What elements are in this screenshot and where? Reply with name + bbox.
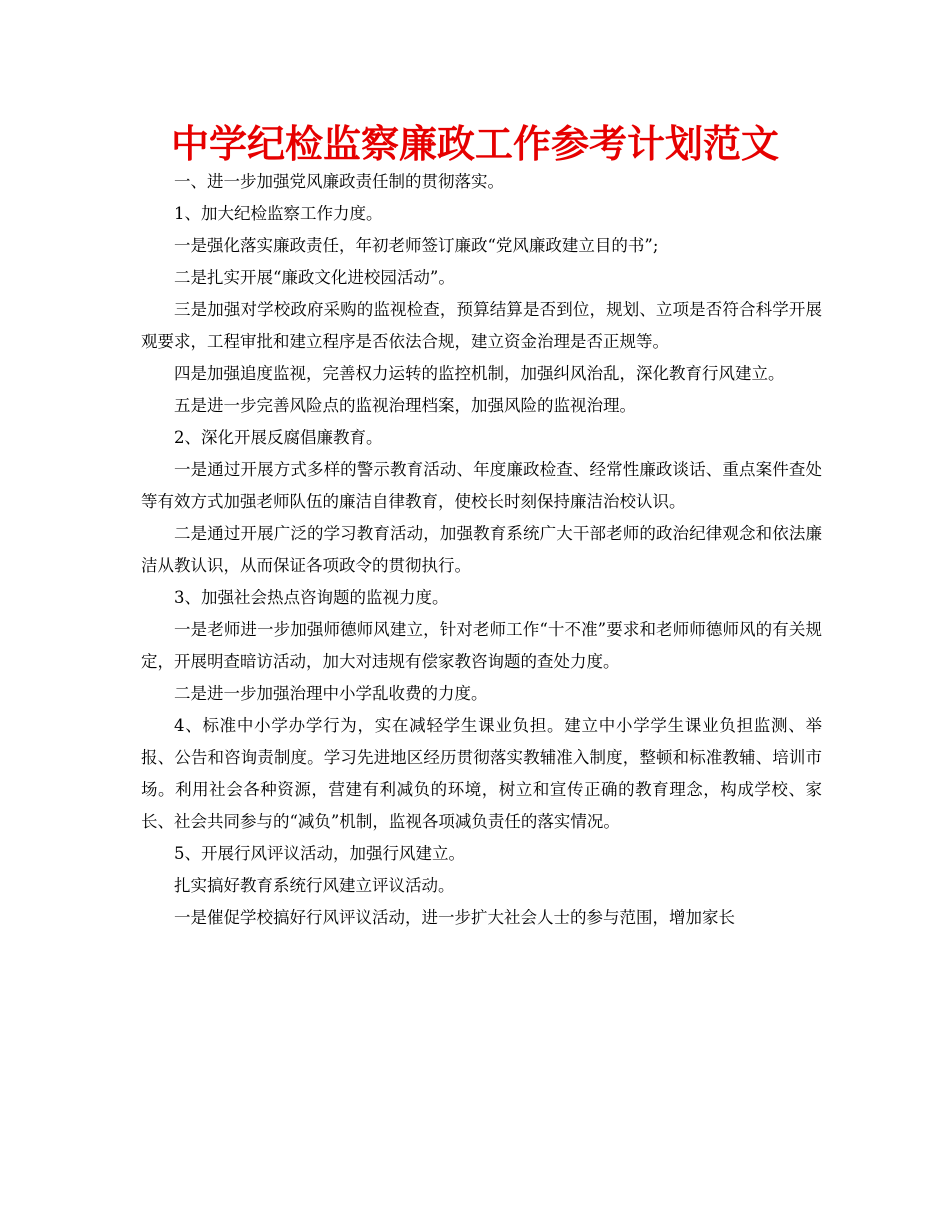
paragraph: 三是加强对学校政府采购的监视检查，预算结算是否到位，规划、立项是否符合科学开展观要求，工程审批和建立程序是否依法合规，建立资金治理是否正规等。: [141, 300, 822, 351]
paragraph: 2、深化开展反腐倡廉教育。: [174, 428, 383, 447]
paragraph: 一是强化落实廉政责任，年初老师签订廉政“党风廉政建立目的书”;: [174, 236, 659, 255]
paragraph: 4、标准中小学办学行为，实在减轻学生课业负担。建立中小学学生课业负担监测、举报、公告和咨询责制度。学习先进地区经历贯彻落实教辅准入制度，整顿和标准教辅、培训市场。利用社会各种资源，营建有利减负的环境，树立和宣传正确的教育理念，构成学校、家长、社会共同参与的“减负”机制，监视各项减负责任的落实情况。: [141, 716, 822, 831]
paragraph: 一是催促学校搞好行风评议活动，进一步扩大社会人士的参与范围，增加家长: [174, 908, 735, 927]
paragraph: 一是老师进一步加强师德师风建立，针对老师工作“十不准”要求和老师师德师风的有关规定，开展明查暗访活动，加大对违规有偿家教咨询题的查处力度。: [141, 620, 822, 671]
paragraph: 二是通过开展广泛的学习教育活动，加强教育系统广大干部老师的政治纪律观念和依法廉洁从教认识，从而保证各项政令的贯彻执行。: [141, 524, 822, 575]
paragraph: 四是加强追度监视，完善权力运转的监控机制，加强纠风治乱，深化教育行风建立。: [174, 364, 785, 383]
paragraph: 5、开展行风评议活动，加强行风建立。: [174, 844, 465, 863]
paragraph: 3、加强社会热点咨询题的监视力度。: [174, 588, 449, 607]
paragraph: 二是扎实开展“廉政文化进校园活动”。: [174, 268, 455, 287]
paragraph: 一、进一步加强党风廉政责任制的贯彻落实。: [174, 172, 504, 191]
paragraph: 五是进一步完善风险点的监视治理档案，加强风险的监视治理。: [174, 396, 636, 415]
document-body: [141, 166, 822, 934]
paragraph: 1、加大纪检监察工作力度。: [174, 204, 383, 223]
paragraph: 一是通过开展方式多样的警示教育活动、年度廉政检查、经常性廉政谈话、重点案件查处等有效方式加强老师队伍的廉洁自律教育，使校长时刻保持廉洁治校认识。: [141, 460, 822, 511]
paragraph: 二是进一步加强治理中小学乱收费的力度。: [174, 684, 488, 703]
paragraph: 扎实搞好教育系统行风建立评议活动。: [174, 876, 455, 895]
document-title: 中学纪检监察廉政工作参考计划范文: [170, 122, 779, 166]
